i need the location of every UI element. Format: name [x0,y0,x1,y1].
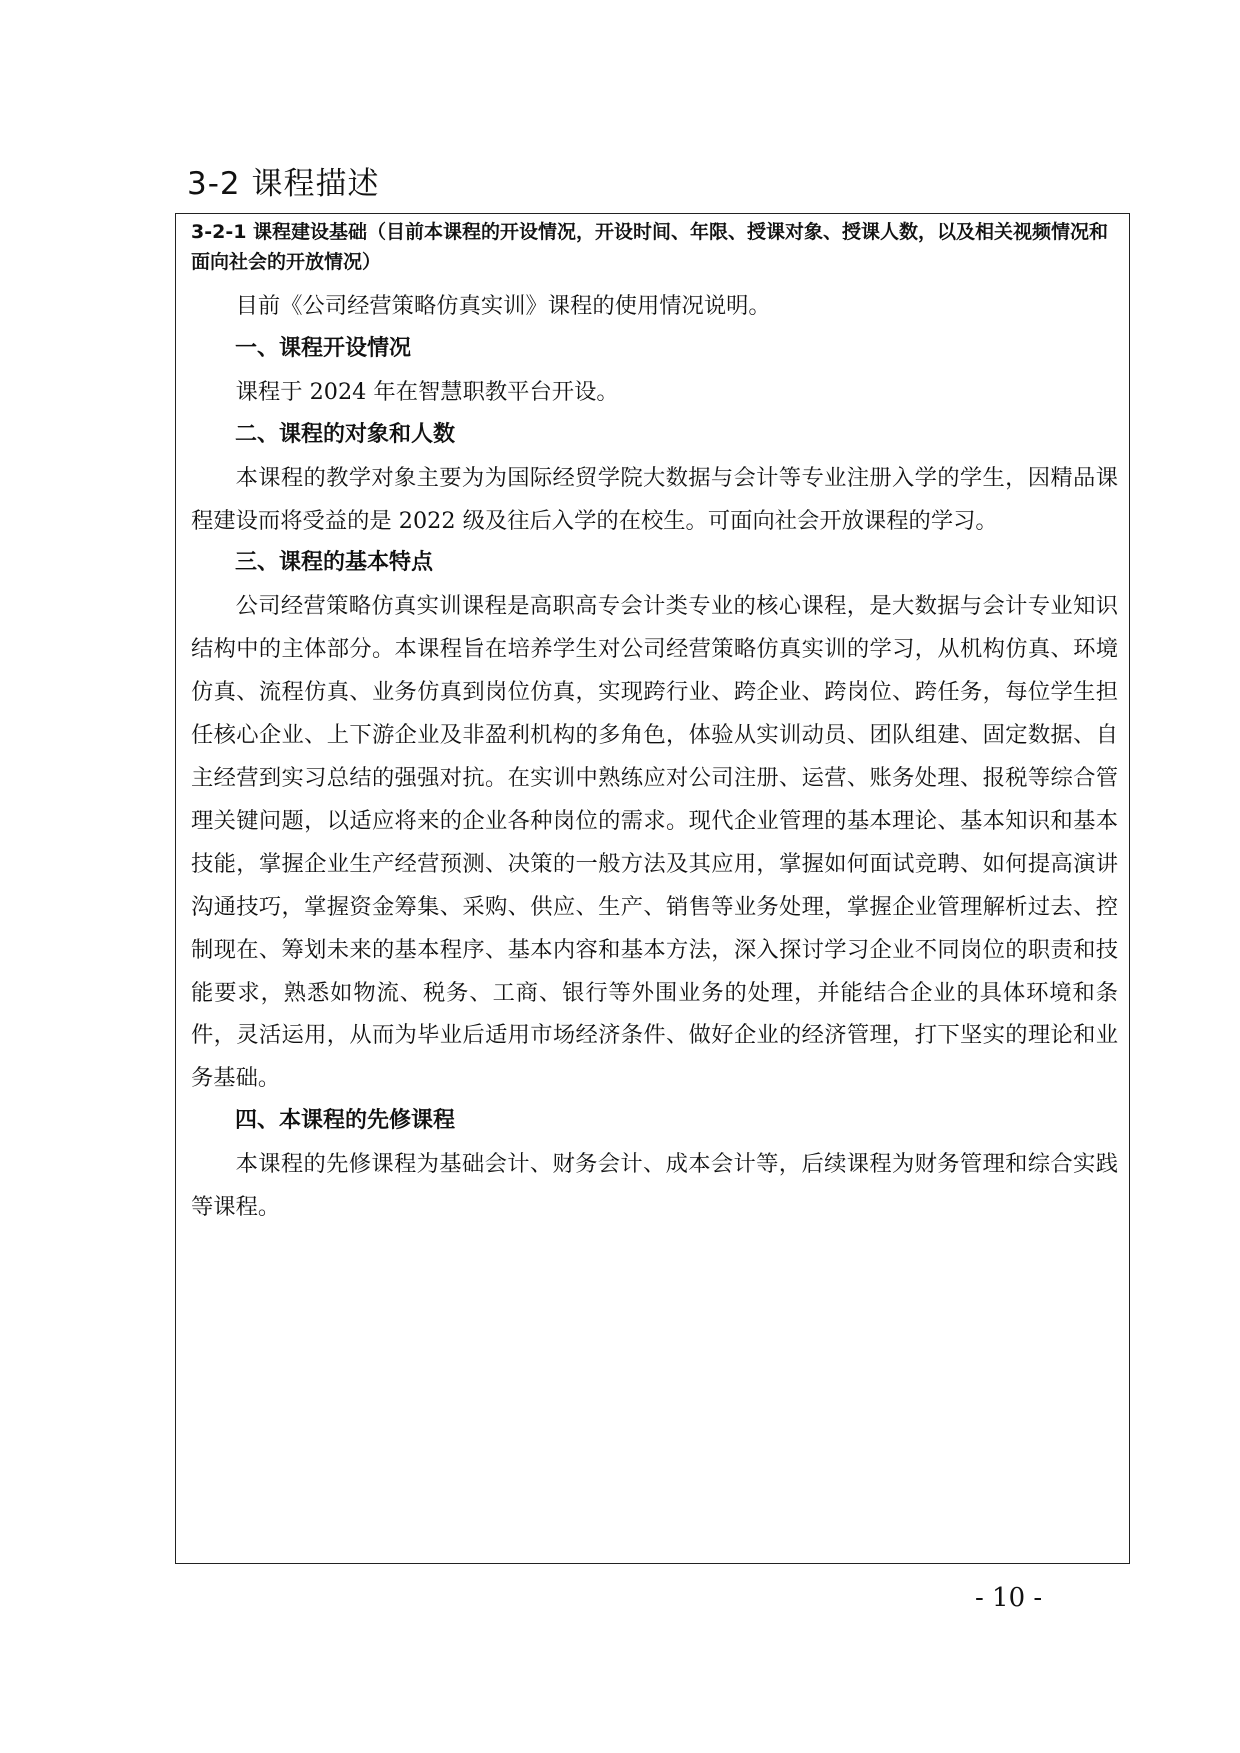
paragraph-audience: 本课程的教学对象主要为为国际经贸学院大数据与会计等专业注册入学的学生，因精品课程建设而将受益的是 2022 级及往后入学的在校生。可面向社会开放课程的学习。 [191,464,1118,534]
heading-audience: 二、课程的对象和人数 [235,421,456,447]
section-title: 3-2 课程描述 [187,166,380,202]
paragraph-prerequisites: 本课程的先修课程为基础会计、财务会计、成本会计等，后续课程为财务管理和综合实践等课程。 [191,1151,1118,1221]
intro-heading: 3-2-1 课程建设基础（目前本课程的开设情况，开设时间、年限、授课对象、授课人数，以及相关视频情况和面向社会的开放情况） [191,221,1109,273]
heading-course-offering: 一、课程开设情况 [235,335,412,361]
page-number: - 10 - [975,1583,1043,1613]
body-text [191,285,1118,1229]
heading-features: 三、课程的基本特点 [235,550,434,576]
heading-prerequisites: 四、本课程的先修课程 [235,1108,456,1134]
paragraph-course-offering: 课程于 2024 年在智慧职教平台开设。 [235,378,619,405]
paragraph-usage: 目前《公司经营策略仿真实训》课程的使用情况说明。 [235,293,771,319]
paragraph-features: 公司经营策略仿真实训课程是高职高专会计类专业的核心课程，是大数据与会计专业知识结构中的主体部分。本课程旨在培养学生对公司经营策略仿真实训的学习，从机构仿真、环境仿真、流程仿真、业务仿真到岗位仿真，实现跨行业、跨企业、跨岗位、跨任务，每位学生担任核心企业、上下游企业及非盈利机构的多角色，体验从实训动员、团队组建、固定数据、自主经营到实习总结的强强对抗。在实训中熟练应对公司注册、运营、账务处理、报税等综合管理关键问题，以适应将来的企业各种岗位的需求。现代企业管理的基本理论、基本知识和基本技能，掌握企业生产经营预测、决策的一般方法及其应用，掌握如何面试竞聘、如何提高演讲沟通技巧，掌握资金筹集、采购、供应、生产、销售等业务处理，掌握企业管理解析过去、控制现在、筹划未来的基本程序、基本内容和基本方法，深入探讨学习企业不同岗位的职责和技能要求，熟悉如物流、税务、工商、银行等外围业务的处理，并能结合企业的具体环境和条件，灵活运用，从而为毕业后适用市场经济条件、做好企业的经济管理，打下坚实的理论和业务基础。 [191,593,1118,1092]
